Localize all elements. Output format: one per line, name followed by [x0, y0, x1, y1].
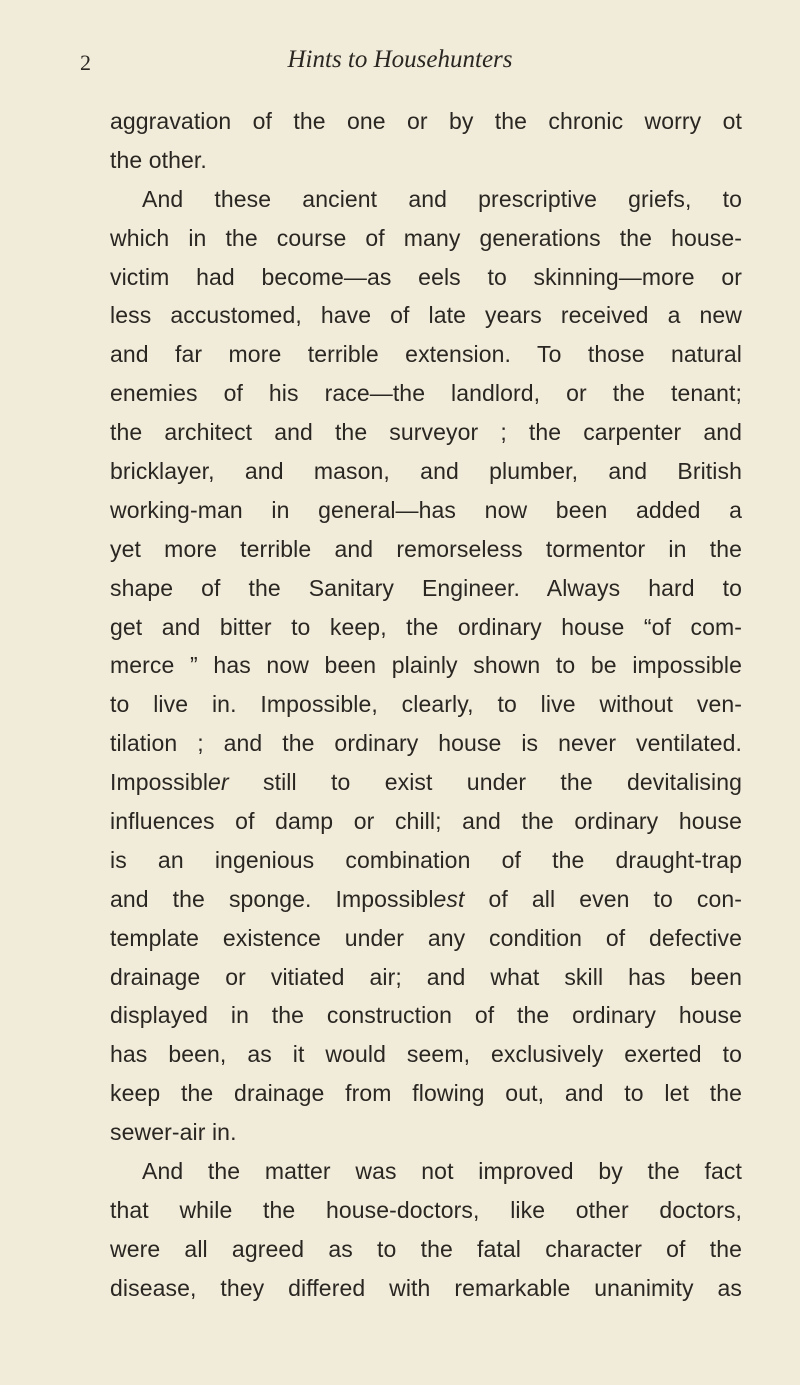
text-line: shape of the Sanitary Engineer. Always hard to [110, 574, 742, 601]
text-line: sewer-air in. [110, 1119, 237, 1146]
paragraph-3 [110, 1152, 742, 1308]
running-head [0, 42, 800, 82]
running-title: Hints to Househunters [287, 46, 513, 73]
text-line: less accustomed, have of late years received a new [110, 302, 742, 329]
text-line: has been, as it would seem, exclusively exerted to [110, 1041, 742, 1068]
text-line: drainage or vitiated air; and what skill has been [110, 963, 742, 990]
text-line: And these ancient and prescriptive griefs, to [142, 185, 742, 212]
text-line: template existence under any condition of defective [110, 924, 742, 951]
text-line: yet more terrible and remorseless tormentor in the [110, 535, 742, 562]
page-number: 2 [80, 50, 91, 75]
text-line: influences of damp or chill; and the ordinary house [110, 808, 742, 835]
text-line: tilation ; and the ordinary house is never ventilated. [110, 730, 742, 757]
text-line: merce ” has now been plainly shown to be impossible [110, 652, 742, 679]
paragraph-1 [110, 102, 742, 180]
text-line: displayed in the construction of the ordinary house [110, 1002, 742, 1029]
emphasis: er [208, 769, 229, 796]
text-line: bricklayer, and mason, and plumber, and British [110, 458, 742, 485]
text-line: and the sponge. Impossiblest of all even to con- [110, 885, 742, 912]
emphasis: est [433, 885, 465, 912]
text-line: that while the house-doctors, like other doctors, [110, 1196, 742, 1223]
text-line: to live in. Impossible, clearly, to live without ven- [110, 691, 742, 718]
text-line: were all agreed as to the fatal character of the [110, 1235, 742, 1262]
text-line: aggravation of the one or by the chronic worry ot [110, 108, 742, 134]
paragraph-2 [110, 180, 742, 1152]
text-line: working-man in general—has now been added a [110, 496, 742, 523]
text-line: and far more terrible extension. To those natural [110, 341, 742, 368]
text-line: which in the course of many generations the house- [110, 224, 742, 251]
text-line: enemies of his race—the landlord, or the tenant; [110, 380, 742, 407]
text-line: is an ingenious combination of the draught-trap [110, 846, 742, 873]
text-line: And the matter was not improved by the fact [142, 1158, 742, 1185]
text-line: disease, they differed with remarkable unanimity as [110, 1274, 742, 1301]
text-line: Impossibler still to exist under the devitalising [110, 769, 742, 796]
text-line: the other. [110, 146, 207, 173]
text-line: get and bitter to keep, the ordinary house “of com- [110, 613, 742, 640]
text-line: keep the drainage from flowing out, and to let the [110, 1080, 742, 1107]
text-line: the architect and the surveyor ; the carpenter and [110, 419, 742, 446]
body-text [110, 102, 742, 1308]
text-line: victim had become—as eels to skinning—more or [110, 263, 742, 290]
